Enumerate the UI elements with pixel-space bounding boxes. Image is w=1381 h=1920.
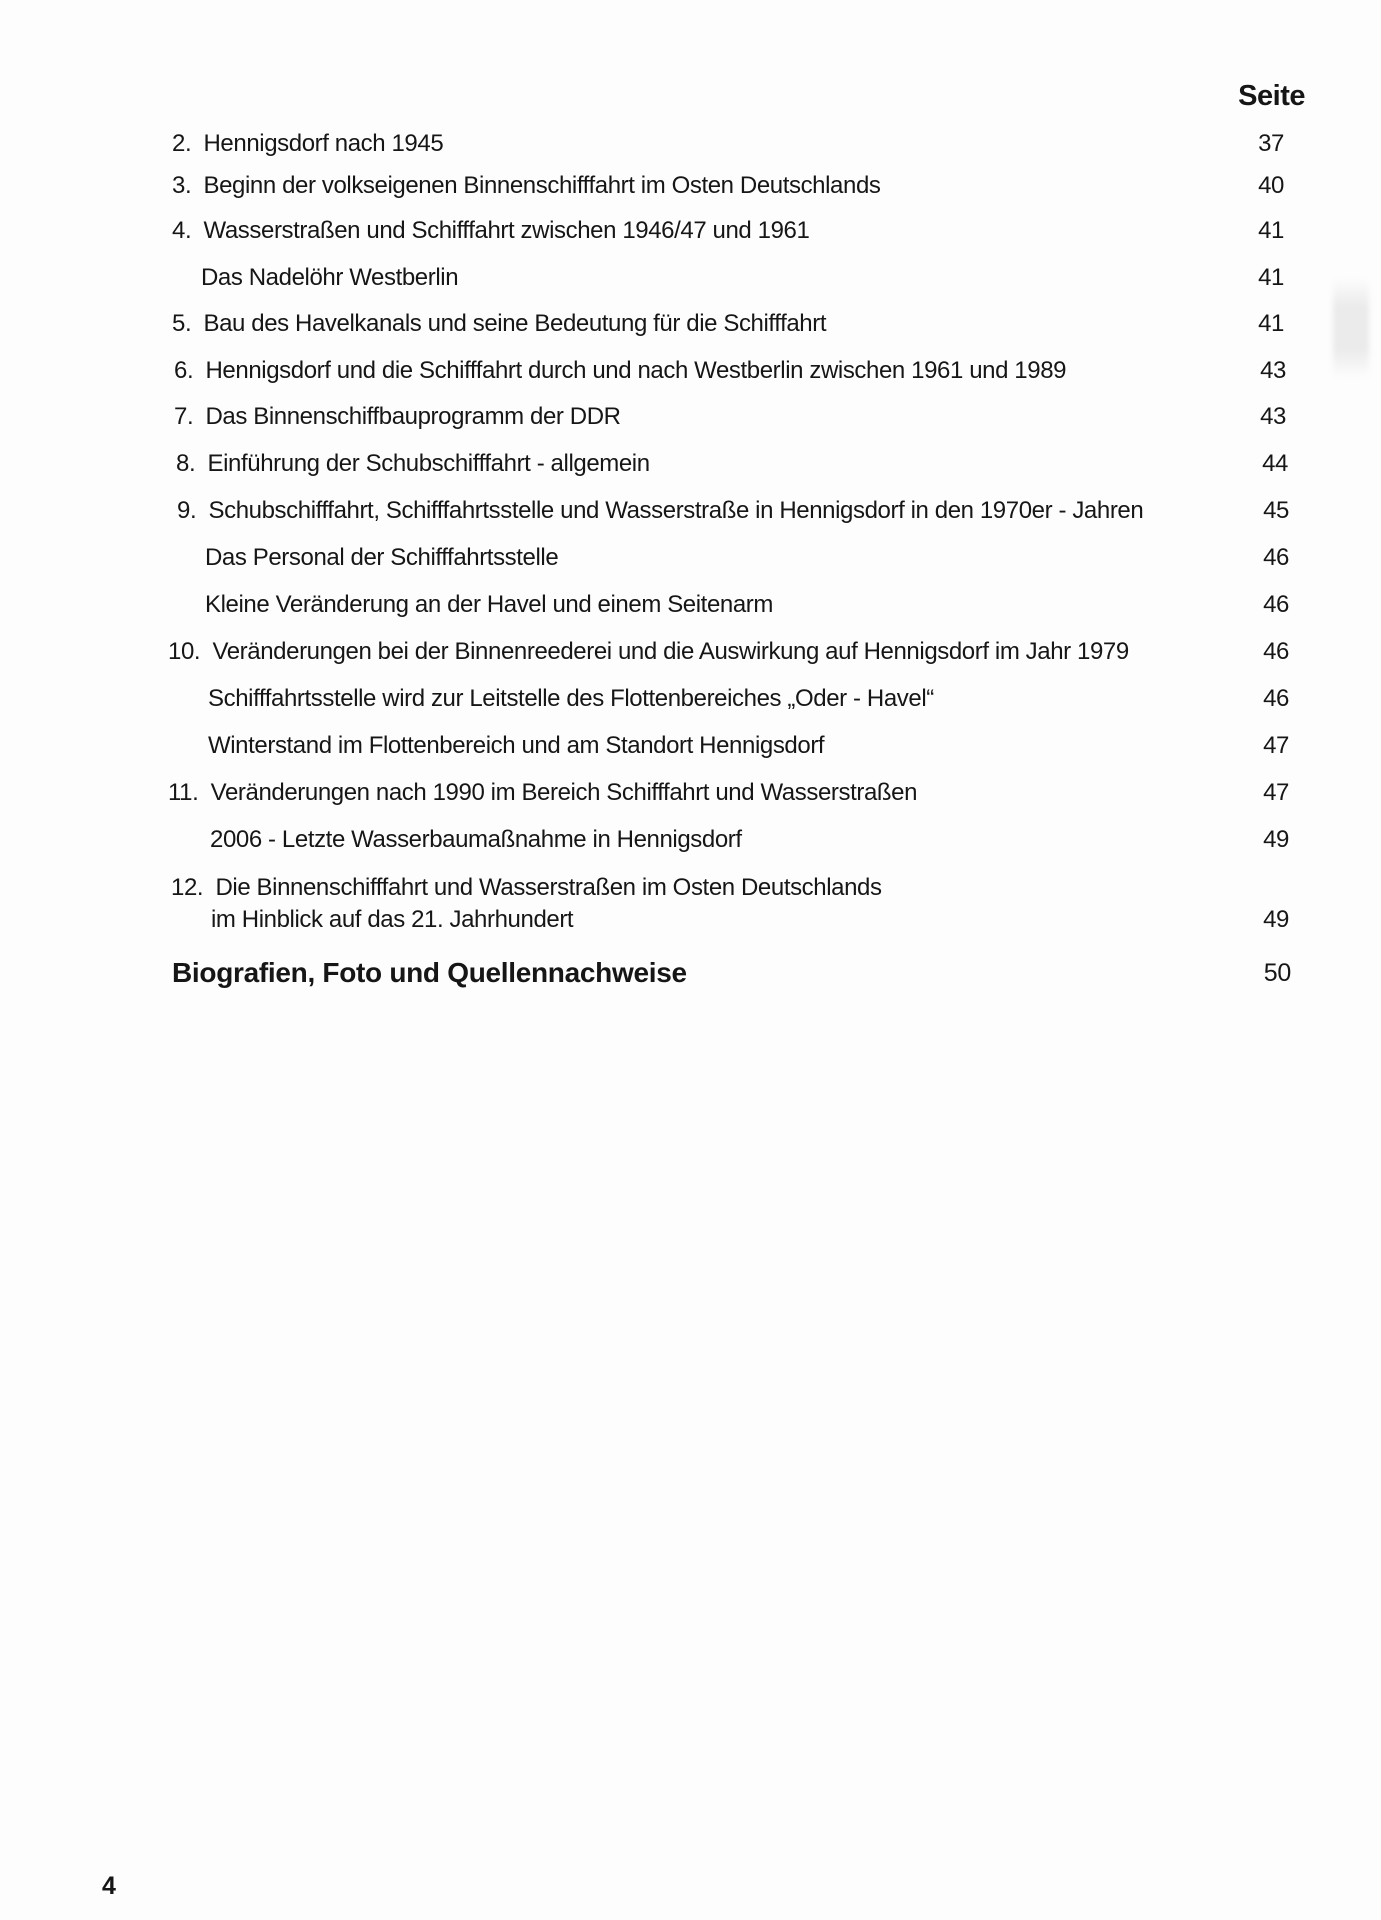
toc-entry-page: 47 xyxy=(1263,732,1289,759)
toc-entry-text: Wasserstraßen und Schifffahrt zwischen 1946/47 und 1961 xyxy=(203,217,810,244)
toc-entry-number: 10. xyxy=(168,638,201,665)
page-column-header: Seite xyxy=(1238,80,1305,112)
toc-entry-text: Die Binnenschifffahrt und Wasserstraßen im Osten Deutschlands xyxy=(215,874,882,901)
toc-entry-page: 49 xyxy=(1263,906,1289,933)
toc-entry-page: 44 xyxy=(1262,450,1288,477)
toc-entry-number: 6. xyxy=(174,357,194,384)
toc-entry-text: Schifffahrtsstelle wird zur Leitstelle des Flottenbereiches „Oder - Havel“ xyxy=(208,685,934,712)
toc-entry-title xyxy=(201,262,458,294)
page-number: 4 xyxy=(102,1872,116,1900)
toc-final-page: 50 xyxy=(1263,959,1291,987)
toc-entry-title xyxy=(174,355,1066,387)
toc-entry-number: 12. xyxy=(171,874,204,901)
toc-entry-page: 43 xyxy=(1260,357,1286,384)
toc-entry-page: 37 xyxy=(1258,130,1284,157)
toc-entry-number: 4. xyxy=(172,217,192,244)
toc-entry-title xyxy=(176,448,650,480)
toc-entry-title xyxy=(172,128,443,160)
toc-final-title: Biografien, Foto und Quellennachweise xyxy=(172,957,687,988)
toc-entry-page: 43 xyxy=(1260,403,1286,430)
toc-entry-number: 7. xyxy=(174,403,194,430)
toc-entry-page: 45 xyxy=(1263,497,1289,524)
toc-entry-title xyxy=(210,824,742,856)
toc-entry-page: 46 xyxy=(1263,685,1289,712)
toc-entry-title xyxy=(208,683,934,715)
scan-artifact xyxy=(1333,278,1369,378)
toc-entry-title xyxy=(205,542,558,574)
toc-entry-number: 9. xyxy=(177,497,197,524)
toc-entry-text: Das Binnenschiffbauprogramm der DDR xyxy=(205,403,621,430)
toc-entry-title xyxy=(208,730,824,762)
toc-entry-number: 3. xyxy=(172,172,192,199)
toc-entry-text: Einführung der Schubschifffahrt - allgemein xyxy=(207,450,650,477)
toc-entry-title xyxy=(205,589,773,621)
toc-entry-page: 46 xyxy=(1263,638,1289,665)
toc-entry-text: Winterstand im Flottenbereich und am Standort Hennigsdorf xyxy=(208,732,825,759)
toc-entry-title xyxy=(171,872,882,904)
toc-entry-title-line2 xyxy=(211,904,573,936)
toc-entry-page: 41 xyxy=(1258,310,1284,337)
toc-entry-page: 49 xyxy=(1263,826,1289,853)
toc-entry-text: Beginn der volkseigenen Binnenschifffahrt im Osten Deutschlands xyxy=(203,172,881,199)
toc-entry-text: Veränderungen nach 1990 im Bereich Schifffahrt und Wasserstraßen xyxy=(210,779,918,806)
toc-entry-text: im Hinblick auf das 21. Jahrhundert xyxy=(211,906,574,933)
toc-entry-title xyxy=(177,495,1143,527)
toc-entry-title xyxy=(168,636,1129,668)
toc-entry-title xyxy=(172,170,881,202)
toc-entry-text: Das Personal der Schifffahrtsstelle xyxy=(205,544,559,571)
toc-entry-page: 46 xyxy=(1263,544,1289,571)
toc-entry-page: 46 xyxy=(1263,591,1289,618)
toc-entry-title xyxy=(168,777,917,809)
toc-entry-text: Hennigsdorf nach 1945 xyxy=(203,130,444,157)
toc-entry-page: 40 xyxy=(1258,172,1284,199)
toc-entry-title xyxy=(174,401,621,433)
toc-entry-text: Veränderungen bei der Binnenreederei und die Auswirkung auf Hennigsdorf im Jahr 1979 xyxy=(212,638,1129,665)
toc-entry-text: Das Nadelöhr Westberlin xyxy=(201,264,459,291)
toc-entry-text: 2006 - Letzte Wasserbaumaßnahme in Hennigsdorf xyxy=(210,826,742,853)
toc-entry-text: Hennigsdorf und die Schifffahrt durch und nach Westberlin zwischen 1961 und 1989 xyxy=(205,357,1067,384)
toc-entry-page: 41 xyxy=(1258,264,1284,291)
toc-entry-text: Kleine Veränderung an der Havel und einem Seitenarm xyxy=(205,591,773,618)
toc-entry-text: Bau des Havelkanals und seine Bedeutung für die Schifffahrt xyxy=(203,310,827,337)
toc-entry-number: 2. xyxy=(172,130,192,157)
toc-entry-text: Schubschifffahrt, Schifffahrtsstelle und Wasserstraße in Hennigsdorf in den 1970er - Jahren xyxy=(208,497,1144,524)
toc-entry-title xyxy=(172,308,826,340)
toc-entry-page: 47 xyxy=(1263,779,1289,806)
toc-entry-page: 41 xyxy=(1258,217,1284,244)
toc-entry-number: 8. xyxy=(176,450,196,477)
toc-entry-number: 11. xyxy=(168,779,199,806)
toc-entry-title xyxy=(172,215,809,247)
toc-entry-number: 5. xyxy=(172,310,192,337)
